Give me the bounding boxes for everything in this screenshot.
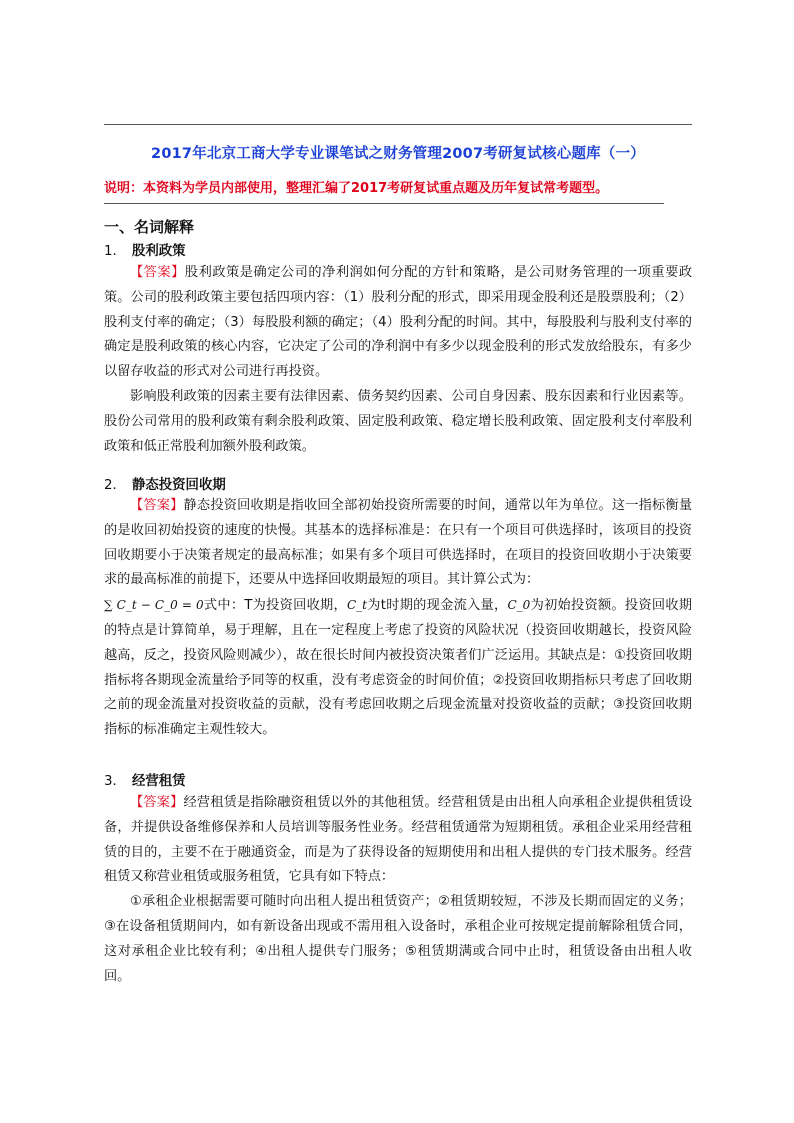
formula-ct: C_t (347, 598, 368, 613)
question-1-answer (104, 261, 692, 459)
payback-formula: ∑ C_t − C_0 = 0 (104, 598, 204, 613)
question-title: 静态投资回收期 (132, 478, 226, 493)
formula-c0: C_0 (507, 598, 531, 613)
document-title: 2017年北京工商大学专业课笔试之财务管理2007考研复试核心题库（一） (151, 146, 645, 162)
answer-paragraph: 静态投资回收期是指收回全部初始投资所需要的时间，通常以年为单位。这一指标衡量的是收回初始投资的速度的快慢。其基本的选择标准是：在只有一个项目可供选择时，该项目的投资回收期要小于决策者规定的最高标准；如果有多个项目可供选择时，在项目的投资回收期小于决策要求的最高标准的前提下，还要从中选择回收期最短的项目。其计算公式为： (104, 498, 693, 588)
question-1-heading (104, 240, 186, 259)
answer-paragraph: 影响股利政策的因素主要有法律因素、债务契约因素、公司自身因素、股东因素和行业因素等。股份公司常用的股利政策有剩余股利政策、固定股利政策、稳定增长股利政策、固定股利支付率股利政策和低正常股利加额外股利政策。 (104, 388, 692, 454)
question-number: 3． (104, 774, 126, 789)
answer-text: 为t时期的现金流入量， (367, 598, 508, 614)
answer-text: 式中：T为投资回收期， (203, 598, 347, 614)
question-number: 1． (104, 244, 126, 259)
answer-tag: 【答案】 (130, 265, 185, 280)
answer-tag: 【答案】 (130, 498, 184, 513)
answer-paragraph: 经营租赁是指除融资租赁以外的其他租赁。经营租赁是由出租人向承租企业提供租赁设备，并提供设备维修保养和人员培训等服务性业务。经营租赁通常为短期租赁。承租企业采用经营租赁的目的，主要不在于融通资金，而是为了获得设备的短期使用和出租人提供的专门技术服务。经营租赁又称营业租赁或服务租赁，它具有如下特点： (104, 795, 693, 885)
header-rule (104, 124, 692, 125)
note-rule (104, 203, 664, 204)
question-3-heading (104, 770, 186, 789)
question-title: 经营租赁 (132, 774, 186, 789)
document-note: 说明：本资料为学员内部使用，整理汇编了2017考研复试重点题及历年复试常考题型。 (104, 181, 609, 196)
answer-text: 为初始投资额。投资回收期的特点是计算简单，易于理解，且在一定程度上考虑了投资的风险状况（投资回收期越长，投资风险越高，反之，投资风险则减少），故在很长时间内被投资决策者们广泛运用。其缺点是：①投资回收期指标将各期现金流量给予同等的权重，没有考虑资金的时间价值；②投资回收期指标只考虑了回收期之前的现金流量对投资收益的贡献，没有考虑回收期之后现金流量对投资收益的贡献；③投资回收期指标的标准确定主观性较大。 (104, 598, 693, 738)
answer-tag: 【答案】 (130, 795, 184, 810)
question-2-answer (104, 494, 692, 743)
answer-paragraph: 股利政策是确定公司的净利润如何分配的方针和策略，是公司财务管理的一项重要政策。公司的股利政策主要包括四项内容：（1）股利分配的形式，即采用现金股利还是股票股利；（2）股利支付率的确定；（3）每股股利额的确定；（4）股利分配的时间。其中，每股股利与股利支付率的确定是股利政策的核心内容，它决定了公司的净利润中有多少以现金股利的形式发放给股东，有多少以留存收益的形式对公司进行再投资。 (104, 265, 693, 380)
question-2-heading (104, 474, 226, 493)
question-title: 股利政策 (132, 244, 186, 259)
section-heading: 一、名词解释 (104, 218, 195, 236)
question-number: 2． (104, 478, 126, 493)
answer-paragraph: ①承租企业根据需要可随时向出租人提出租赁资产；②租赁期较短，不涉及长期而固定的义务；③在设备租赁期间内，如有新设备出现或不需用租入设备时，承租企业可按规定提前解除租赁合同，这对承租企业比较有利；④出租人提供专门服务；⑤租赁期满或合同中止时，租赁设备由出租人收回。 (104, 894, 692, 984)
question-3-answer (104, 791, 692, 989)
